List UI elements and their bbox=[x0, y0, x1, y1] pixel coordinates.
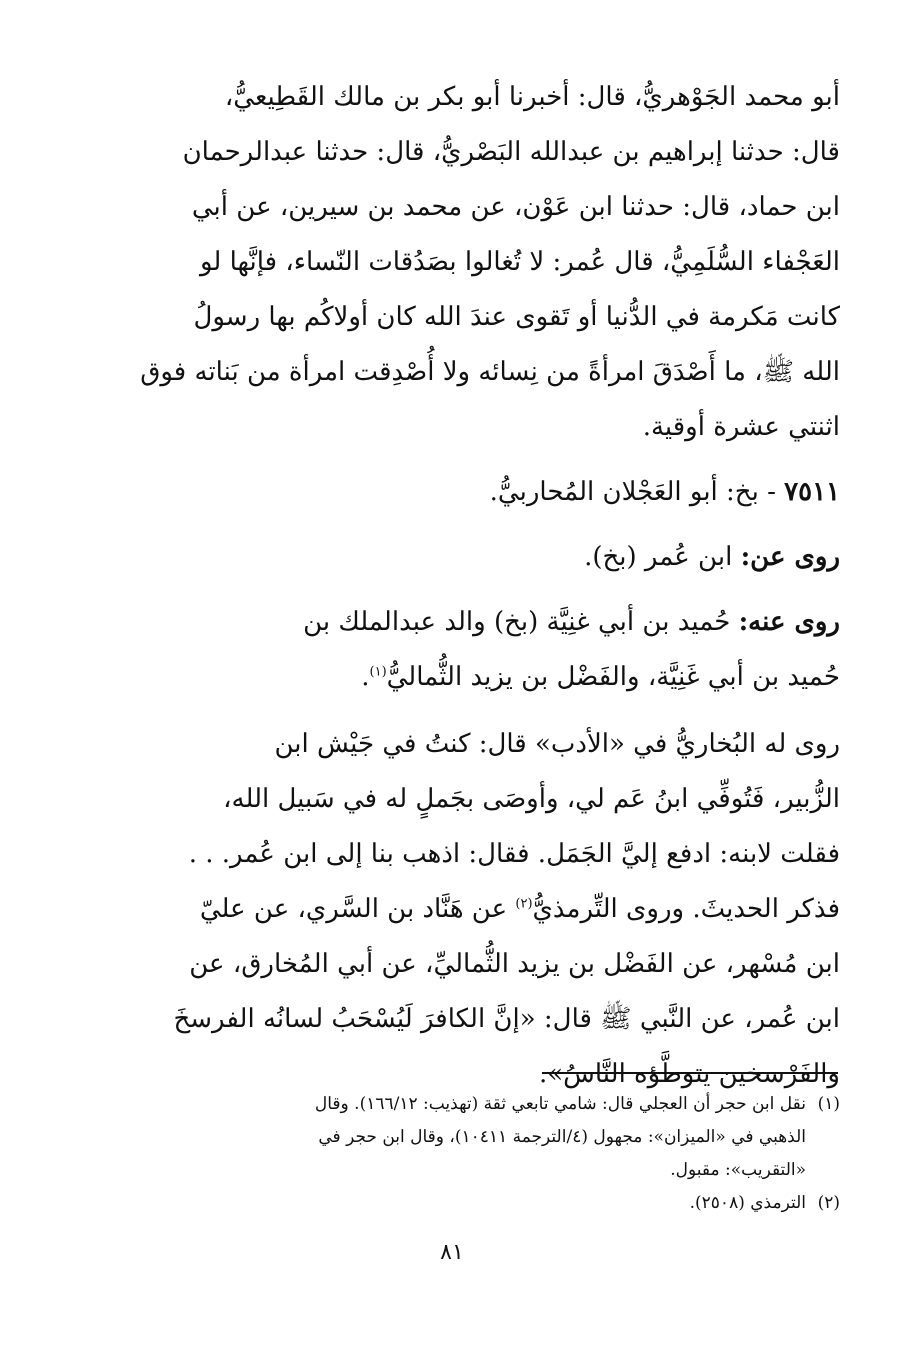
entry-heading-line bbox=[128, 465, 840, 520]
text-line: قال: حدثنا إبراهيم بن عبدالله البَصْريُّ، قال: حدثنا عبدالرحمان bbox=[182, 137, 840, 167]
text-segment: عن هَنَّاد بن السَّري، عن عليّ bbox=[199, 894, 516, 924]
narrated-from bbox=[128, 530, 840, 585]
text-line: الزُّبير، فَتُوفِّي ابنُ عَم لي، وأوصَى بجَملٍ له في سَبيل الله، bbox=[223, 784, 840, 814]
intro-paragraph bbox=[128, 70, 840, 455]
text-line: الله ﷺ، ما أَصْدَقَ امرأةً من نِسائه ولا أُصْدِقت امرأة من بَناته فوق bbox=[140, 357, 840, 387]
text-line: اثنتي عشرة أوقية. bbox=[642, 412, 840, 442]
narrated-from-line bbox=[128, 530, 840, 585]
text-line bbox=[128, 882, 840, 937]
text-line: والفَرْسخين يتوطَّؤه النَّاسُ». bbox=[538, 1059, 840, 1089]
footnote-1-text: نقل ابن حجر أن العجلي قال: شامي تابعي ثقة (تهذيب: ١٦٦/١٢). وقال bbox=[314, 1094, 806, 1114]
footnote-1-mark: (١) bbox=[817, 1094, 840, 1114]
narrated-from-text: ابن عُمر (بخ). bbox=[584, 542, 741, 572]
footnote-ref-1: (١) bbox=[369, 664, 387, 680]
footnote-divider bbox=[542, 1072, 838, 1074]
entry-title: - بخ: أبو العَجْلان المُحاربيُّ. bbox=[489, 477, 785, 507]
entry-heading bbox=[128, 465, 840, 520]
footnote-1-line-2: الذهبي في «الميزان»: مجهول (٤/الترجمة ١٠٤١١)، وقال ابن حجر في bbox=[318, 1127, 806, 1147]
narrated-by-line-1 bbox=[128, 595, 840, 650]
footnote-1-line-3: «التقريب»: مقبول. bbox=[670, 1160, 806, 1180]
narration-paragraph bbox=[128, 717, 840, 1102]
narrated-by-text: حُميد بن أبي غَنِيَّة، والفَضْل بن يزيد الثُّماليُّ bbox=[386, 662, 840, 692]
narrated-by-label: روى عنه: bbox=[738, 607, 840, 637]
text-segment: فذكر الحديثَ. وروى التِّرمذيُّ bbox=[532, 894, 840, 924]
text-line: أبو محمد الجَوْهريُّ، قال: أخبرنا أبو بكر بن مالك القَطِيعيُّ، bbox=[224, 82, 840, 112]
footnote-2-mark: (٢) bbox=[817, 1193, 840, 1213]
text-line: ابن حماد، قال: حدثنا ابن عَوْن، عن محمد بن سيرين، عن أبي bbox=[191, 192, 840, 222]
text-line: ابن مُسْهر، عن الفَضْل بن يزيد الثُّماليِّ، عن أبي المُخارق، عن bbox=[189, 949, 840, 979]
text-line: ابن عُمر، عن النَّبي ﷺ قال: «إنَّ الكافرَ لَيُسْحَبُ لسانُه الفرسخَ bbox=[173, 1004, 840, 1034]
main-text bbox=[128, 70, 840, 1102]
narrated-by-text: حُميد بن أبي غنِيَّة (بخ) والد عبدالملك بن bbox=[303, 607, 739, 637]
footnote-2 bbox=[128, 1187, 840, 1220]
footnote-2-text: الترمذي (٢٥٠٨). bbox=[689, 1193, 806, 1213]
page-number: ٨١ bbox=[440, 1240, 464, 1265]
text-line: العَجْفاء السُّلَمِيُّ، قال عُمر: لا تُغالوا بصَدُقات النّساء، فإنَّها لو bbox=[199, 247, 840, 277]
footnote-ref-2: (٢) bbox=[515, 896, 533, 912]
punctuation: . bbox=[361, 662, 370, 692]
footnotes bbox=[128, 1088, 840, 1220]
narrated-by-line-2 bbox=[128, 650, 840, 705]
text-line: كانت مَكرمة في الدُّنيا أو تَقوى عندَ الله كان أولاكُم بها رسولُ bbox=[193, 302, 840, 332]
narrated-by bbox=[128, 595, 840, 705]
entry-number: ٧٥١١ bbox=[784, 477, 840, 507]
text-line: فقلت لابنه: ادفع إليَّ الجَمَل. فقال: اذهب بنا إلى ابن عُمر. . . bbox=[188, 839, 840, 869]
footnote-1-line-1 bbox=[128, 1088, 840, 1121]
text-line: روى له البُخاريُّ في «الأدب» قال: كنتُ في جَيْش ابن bbox=[274, 729, 840, 759]
narrated-from-label: روى عن: bbox=[740, 542, 840, 572]
